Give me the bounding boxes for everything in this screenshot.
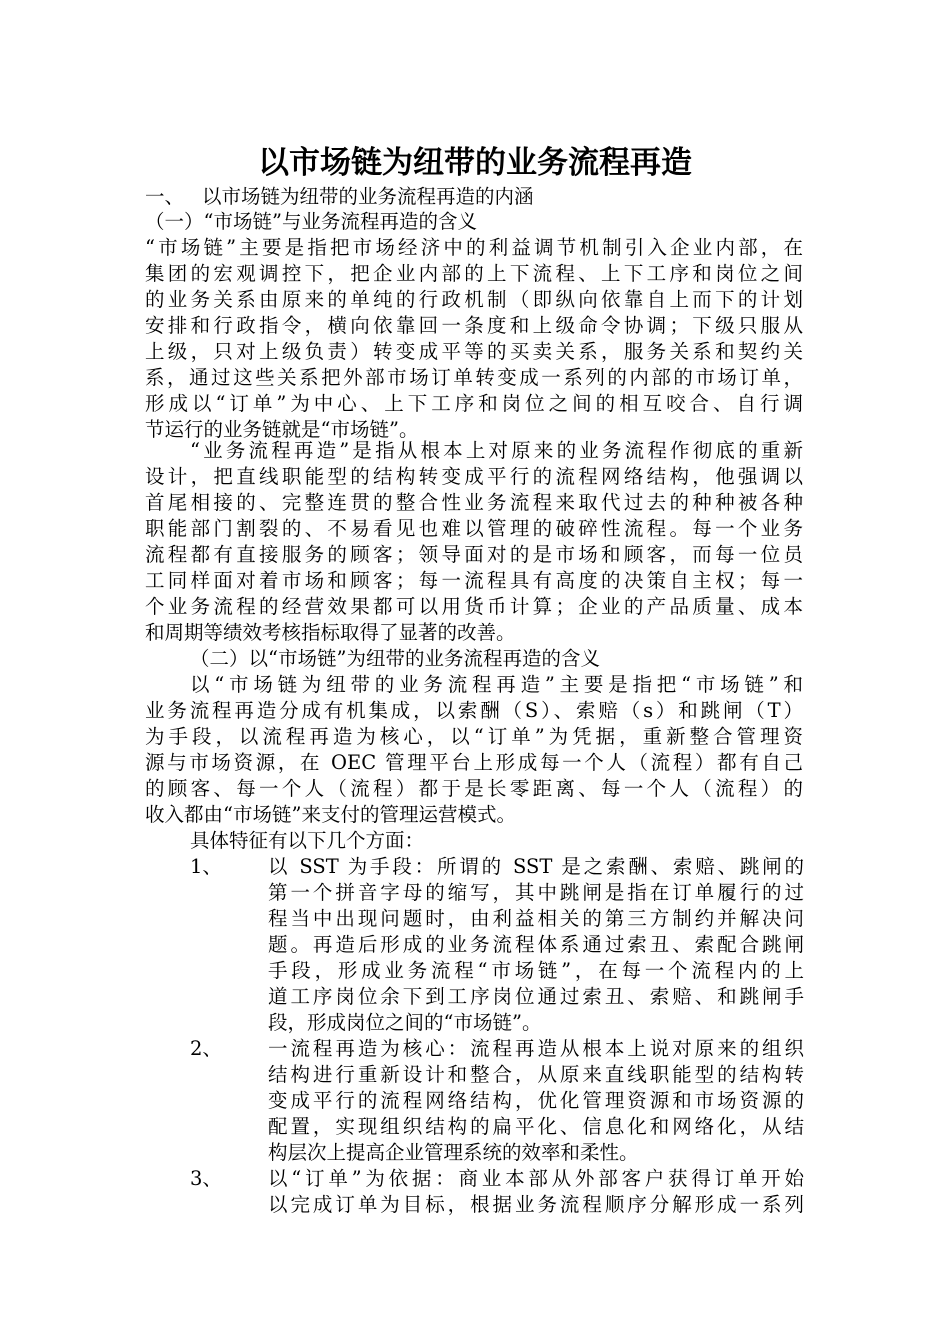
subsection-heading: （一）“市场链”与业务流程再造的含义 xyxy=(145,210,477,233)
list-item-line: 以 SST 为手段：所谓的 SST 是之索酬、索赔、跳闸的 xyxy=(268,855,804,878)
text-line: “市场链”主要是指把市场经济中的利益调节机制引入企业内部，在 xyxy=(145,236,803,259)
list-item-line: 段，形成岗位之间的“市场链”。 xyxy=(268,1011,542,1034)
list-item-line: 题。再造后形成的业务流程体系通过索丑、索配合跳闸 xyxy=(268,933,804,956)
text-line: 的顾客、每一个人（流程）都于是长零距离、每一个人（流程）的 xyxy=(145,777,803,800)
text-line: 形成以“订单”为中心、上下工序和岗位之间的相互咬合、自行调 xyxy=(145,392,803,415)
text-line: 上级，只对上级负责）转变成平等的买卖关系，服务关系和契约关 xyxy=(145,340,803,363)
text-line: 流程都有直接服务的顾客；领导面对的是市场和顾客，而每一位员 xyxy=(145,543,803,566)
list-item-line: 配置，实现组织结构的扁平化、信息化和网络化，从结 xyxy=(268,1115,804,1138)
text-line: 节运行的业务链就是“市场链”。 xyxy=(145,418,419,441)
list-item-line: 道工序岗位余下到工序岗位通过索丑、索赔、和跳闸手 xyxy=(268,985,804,1008)
text-line: 系，通过这些关系把外部市场订单转变成一系列的内部的市场订单， xyxy=(145,366,803,389)
text-line: “业务流程再造”是指从根本上对原来的业务流程作彻底的重新 xyxy=(190,439,803,462)
list-item-line: 第一个拼音字母的缩写，其中跳闸是指在订单履行的过 xyxy=(268,881,804,904)
list-item-line: 以“订单”为依据：商业本部从外部客户获得订单开始 xyxy=(268,1167,804,1190)
section-heading: 以市场链为纽带的业务流程再造的内涵 xyxy=(202,185,534,208)
text-line: 为手段，以流程再造为核心，以“订单”为凭据，重新整合管理资 xyxy=(145,725,803,748)
text-line: 的业务关系由原来的单纯的行政机制（即纵向依靠自上而下的计划 xyxy=(145,288,803,311)
text-line: 收入都由“市场链”来支付的管理运营模式。 xyxy=(145,803,516,826)
list-item-number: 1、 xyxy=(190,855,222,878)
text-line: 设计，把直线职能型的结构转变成平行的流程网络结构，他强调以 xyxy=(145,465,803,488)
text-line: 首尾相接的、完整连贯的整合性业务流程来取代过去的种种被各种 xyxy=(145,491,803,514)
text-line: 业务流程再造分成有机集成，以索酬（S）、索赔（s）和跳闸（T） xyxy=(145,699,803,722)
list-item-number: 2、 xyxy=(190,1037,222,1060)
text-line: 和周期等绩效考核指标取得了显著的改善。 xyxy=(145,621,516,644)
list-item-line: 构层次上提高企业管理系统的效率和柔性。 xyxy=(268,1141,639,1164)
text-line: 安排和行政指令，横向依靠回一条度和上级命令协调；下级只服从 xyxy=(145,314,803,337)
text-line: 集团的宏观调控下，把企业内部的上下流程、上下工序和岗位之间 xyxy=(145,262,803,285)
list-item-line: 手段，形成业务流程“市场链”，在每一个流程内的上 xyxy=(268,959,804,982)
list-item-number: 3、 xyxy=(190,1167,222,1190)
paragraph-features-intro: 具体特征有以下几个方面： xyxy=(190,829,425,852)
list-item-line: 结构进行重新设计和整合，从原来直线职能型的结构转 xyxy=(268,1063,804,1086)
heading-number: 一、 xyxy=(145,185,185,208)
text-line: 职能部门割裂的、不易看见也难以管理的破碎性流程。每一个业务 xyxy=(145,517,803,540)
list-item-line: 一流程再造为核心：流程再造从根本上说对原来的组织 xyxy=(268,1037,804,1060)
text-line: 个业务流程的经营效果都可以用货币计算；企业的产品质量、成本 xyxy=(145,595,803,618)
text-line: 源与市场资源，在 OEC 管理平台上形成每一个人（流程）都有自己 xyxy=(145,751,803,774)
text-line: 工同样面对着市场和顾客；每一流程具有高度的决策自主权；每一 xyxy=(145,569,803,592)
subsection-heading: （二）以“市场链”为纽带的业务流程再造的含义 xyxy=(190,647,600,670)
text-line: 以“市场链为纽带的业务流程再造”主要是指把“市场链”和 xyxy=(190,673,803,696)
list-item-line: 程当中出现问题时，由利益相关的第三方制约并解决问 xyxy=(268,907,804,930)
list-item-line: 以完成订单为目标，根据业务流程顺序分解形成一系列 xyxy=(268,1193,804,1216)
list-item-line: 变成平行的流程网络结构，优化管理资源和市场资源的 xyxy=(268,1089,804,1112)
document-title: 以市场链为纽带的业务流程再造 xyxy=(258,145,692,181)
